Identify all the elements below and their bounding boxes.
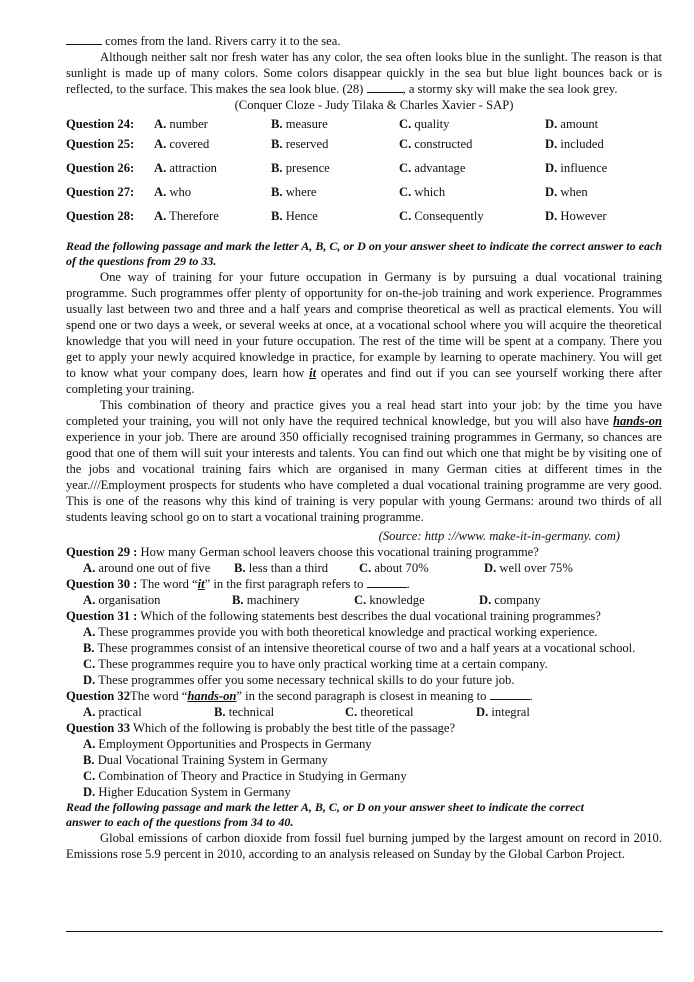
option-b[interactable] — [271, 182, 399, 206]
option-text: when — [557, 185, 588, 199]
paragraph-text: operates and find out if you can see yourself working there after completing your training. — [66, 366, 662, 396]
option-text: amount — [557, 117, 599, 131]
option-b[interactable] — [232, 592, 354, 608]
question-30 — [66, 576, 662, 592]
option-c[interactable] — [399, 134, 545, 158]
option-c[interactable] — [399, 158, 545, 182]
question-label: Question 29 : — [66, 545, 138, 559]
option-a[interactable] — [83, 704, 214, 720]
option-letter: B. — [271, 117, 283, 131]
option-text: constructed — [411, 137, 473, 151]
option-text: Consequently — [411, 209, 484, 223]
option-text: These programmes consist of an intensive theoretical course of two and a half years at a vocational school. — [94, 641, 636, 655]
option-d[interactable] — [66, 672, 662, 688]
option-letter: A. — [154, 185, 167, 199]
question-30-options — [66, 592, 662, 608]
referenced-word: it — [197, 577, 205, 591]
option-letter: C. — [399, 117, 412, 131]
option-text: less than a third — [245, 561, 329, 575]
option-d[interactable] — [476, 704, 626, 720]
option-letter: B. — [83, 753, 95, 767]
option-c[interactable] — [66, 656, 662, 672]
option-text: influence — [557, 161, 608, 175]
question-24-row — [66, 114, 662, 134]
option-letter: D. — [476, 705, 489, 719]
option-letter: A. — [154, 137, 167, 151]
option-letter: A. — [154, 117, 167, 131]
option-b[interactable] — [66, 752, 662, 768]
option-d[interactable] — [545, 182, 662, 206]
option-a[interactable] — [66, 736, 662, 752]
option-b[interactable] — [271, 134, 399, 158]
question-stem: Which of the following statements best describes the dual vocational training programmes? — [137, 609, 601, 623]
option-c[interactable] — [345, 704, 476, 720]
question-25-row — [66, 134, 662, 158]
sea-paragraph — [66, 49, 662, 97]
option-text: about 70% — [371, 561, 429, 575]
option-letter: B. — [214, 705, 226, 719]
option-text: These programmes require you to have only practical working time at a certain company. — [95, 657, 548, 671]
question-label: Question 25: — [66, 137, 135, 151]
question-stem: ” in the first paragraph refers to — [204, 577, 367, 591]
option-text: quality — [411, 117, 450, 131]
option-letter: D. — [545, 209, 558, 223]
footer-divider — [66, 931, 663, 932]
question-label: Question 31 : — [66, 609, 138, 623]
option-text: measure — [282, 117, 328, 131]
option-text: company — [491, 593, 541, 607]
option-b[interactable] — [271, 206, 399, 230]
option-text: theoretical — [357, 705, 414, 719]
question-label: Question 33 — [66, 721, 131, 735]
option-text: These programmes offer you some necessary technical skills to do your future job. — [95, 673, 515, 687]
option-text: where — [282, 185, 317, 199]
option-a[interactable] — [83, 560, 234, 576]
option-d[interactable] — [66, 784, 662, 800]
option-letter: D. — [545, 117, 558, 131]
option-d[interactable] — [545, 134, 662, 158]
answer-blank — [367, 576, 407, 588]
option-letter: D. — [545, 185, 558, 199]
instruction-29-33: Read the following passage and mark the letter A, B, C, or D on your answer sheet to indicate the correct answer to each of the questions from 29 to 33. — [66, 239, 662, 268]
question-stem: How many German school leavers choose this vocational training programme? — [137, 545, 539, 559]
option-text: organisation — [95, 593, 161, 607]
option-letter: B. — [271, 209, 283, 223]
question-27-row — [66, 182, 662, 206]
highlighted-word-it: it — [309, 366, 317, 380]
option-d[interactable] — [545, 206, 662, 230]
option-text: Hence — [282, 209, 318, 223]
question-29 — [66, 544, 662, 560]
question-label: Question 27: — [66, 185, 135, 199]
option-letter: A. — [154, 209, 167, 223]
question-label: Question 32 — [66, 689, 131, 703]
option-letter: D. — [484, 561, 497, 575]
option-c[interactable] — [399, 182, 545, 206]
option-text: reserved — [282, 137, 329, 151]
option-text: knowledge — [366, 593, 425, 607]
option-text: advantage — [411, 161, 466, 175]
germany-paragraph-1 — [66, 269, 662, 397]
paragraph-text: This combination of theory and practice gives you a real head start into your job: by the time you have completed your training, you will not only have the required technical knowledge, but you will also have — [66, 398, 662, 428]
period: . — [529, 689, 533, 703]
option-b[interactable] — [234, 560, 359, 576]
question-label: Question 30 : — [66, 577, 138, 591]
option-letter: C. — [345, 705, 358, 719]
option-a[interactable] — [83, 592, 232, 608]
option-letter: A. — [83, 705, 96, 719]
option-letter: A. — [83, 561, 96, 575]
option-letter: B. — [232, 593, 244, 607]
option-c[interactable] — [399, 206, 545, 230]
option-d[interactable] — [545, 158, 662, 182]
option-letter: D. — [83, 673, 96, 687]
option-letter: C. — [399, 185, 412, 199]
question-label: Question 24: — [66, 117, 135, 131]
option-c[interactable] — [66, 768, 662, 784]
option-text: covered — [166, 137, 210, 151]
option-letter: A. — [83, 593, 96, 607]
option-letter: A. — [83, 625, 96, 639]
option-c[interactable] — [354, 592, 479, 608]
cloze-questions — [66, 114, 662, 230]
option-letter: A. — [83, 737, 96, 751]
option-text: Higher Education System in Germany — [95, 785, 291, 799]
instruction-line: answer to each of the questions from 34 to 40. — [66, 815, 294, 829]
option-text: Combination of Theory and Practice in Studying in Germany — [95, 769, 407, 783]
option-text: Therefore — [166, 209, 219, 223]
question-26-row — [66, 158, 662, 182]
option-letter: B. — [271, 185, 283, 199]
option-b[interactable] — [66, 640, 662, 656]
option-letter: C. — [359, 561, 372, 575]
option-a[interactable] — [154, 206, 271, 230]
option-letter: B. — [234, 561, 246, 575]
passage-source: (Source: http ://www. make-it-in-germany. com) — [378, 529, 620, 543]
option-text: number — [166, 117, 208, 131]
option-b[interactable] — [271, 114, 399, 134]
option-text: around one out of five — [95, 561, 211, 575]
answer-blank — [66, 33, 102, 45]
question-stem: The word “ — [137, 577, 198, 591]
fragment-text: comes from the land. Rivers carry it to the sea. — [102, 34, 341, 48]
blank-28 — [367, 81, 403, 93]
option-d[interactable] — [484, 560, 634, 576]
option-text: machinery — [243, 593, 300, 607]
option-text: However — [557, 209, 607, 223]
option-text: practical — [95, 705, 142, 719]
question-stem: Which of the following is probably the best title of the passage? — [130, 721, 456, 735]
option-letter: D. — [83, 785, 96, 799]
option-d[interactable] — [479, 592, 629, 608]
option-text: presence — [282, 161, 330, 175]
option-letter: D. — [545, 161, 558, 175]
question-33 — [66, 720, 662, 736]
option-text: included — [557, 137, 604, 151]
answer-blank — [490, 688, 530, 700]
referenced-word: hands-on — [187, 689, 237, 703]
option-letter: B. — [271, 161, 283, 175]
option-a[interactable] — [154, 182, 271, 206]
option-letter: C. — [399, 137, 412, 151]
question-29-options — [66, 560, 662, 576]
option-text: attraction — [166, 161, 217, 175]
carbon-paragraph: Global emissions of carbon dioxide from fossil fuel burning jumped by the largest amount on record in 2010. Emissions rose 5.9 percent in 2010, according to an analysis released on Sunday by the Global Carbon Project. — [66, 831, 662, 861]
passage-fragment-line — [66, 33, 662, 49]
option-text: Dual Vocational Training System in Germany — [94, 753, 328, 767]
option-a[interactable] — [154, 114, 271, 134]
option-letter: C. — [83, 769, 96, 783]
option-b[interactable] — [271, 158, 399, 182]
question-stem: ” in the second paragraph is closest in meaning to — [236, 689, 490, 703]
option-text: Employment Opportunities and Prospects in Germany — [95, 737, 372, 751]
option-text: These programmes provide you with both theoretical knowledge and practical working experience. — [95, 625, 598, 639]
question-32-options — [66, 704, 662, 720]
option-a[interactable] — [66, 624, 662, 640]
question-28-row — [66, 206, 662, 230]
option-text: who — [166, 185, 192, 199]
option-letter: D. — [479, 593, 492, 607]
cloze-source: (Conquer Cloze - Judy Tilaka & Charles Xavier - SAP) — [234, 98, 514, 112]
paragraph-text: One way of training for your future occupation in Germany is by pursuing a dual vocational training programme. Such programmes offer plenty of opportunity for on-the-job training and work experience. Programmes usually last between two and three and a half years and comprise theoretical as well as practical elements. You will spend one or two days a week, or several weeks at once, at a vocational school where you will acquire the theoretical knowledge that you will need in your future occupation. The rest of the time will be spent at a company. There you get to apply your newly acquired knowledge in practice, for example by learning to operate machinery. You will get to know what your company does, learn how — [66, 270, 662, 380]
germany-paragraph-2 — [66, 397, 662, 525]
option-text: integral — [488, 705, 530, 719]
option-letter: B. — [271, 137, 283, 151]
paragraph-text: experience in your job. There are around 350 officially recognised training programmes in Germany, so chances are good that one of them will suit your interests and talents. You can find out which one that might be by visiting one of the jobs and vocational training fairs which are organised in many German cities at different times in the year.///Employment prospects for students who have completed a dual vocational training programme are very good. This is one of the reasons why this kind of training is very popular with young Germans: around two thirds of all students leaving school go on to start a vocational training programme. — [66, 430, 662, 524]
question-label: Question 26: — [66, 161, 135, 175]
highlighted-word-hands-on: hands-on — [613, 414, 662, 428]
option-letter: C. — [83, 657, 96, 671]
instruction-line: Read the following passage and mark the letter A, B, C, or D on your answer sheet to indicate the correct — [66, 800, 584, 814]
document-page — [66, 33, 662, 862]
option-text: technical — [225, 705, 275, 719]
instruction-34-40 — [66, 800, 662, 830]
option-c[interactable] — [359, 560, 484, 576]
option-letter: C. — [354, 593, 367, 607]
option-a[interactable] — [154, 158, 271, 182]
sea-text: Although neither salt nor fresh water has any color, the sea often looks blue in the sunlight. The reason is that sunlight is made up of many colors. Some colors disappear quickly in the sea but blue light bounces back or is reflected, to the surface. This makes the sea look blue. (28) — [66, 50, 662, 96]
option-c[interactable] — [399, 114, 545, 134]
option-letter: D. — [545, 137, 558, 151]
period: . — [406, 577, 410, 591]
question-stem: The word “ — [130, 689, 188, 703]
option-text: which — [411, 185, 446, 199]
option-letter: B. — [83, 641, 95, 655]
option-a[interactable] — [154, 134, 271, 158]
option-text: well over 75% — [496, 561, 573, 575]
option-letter: C. — [399, 209, 412, 223]
question-31 — [66, 608, 662, 624]
option-d[interactable] — [545, 114, 662, 134]
option-b[interactable] — [214, 704, 345, 720]
question-label: Question 28: — [66, 209, 135, 223]
sea-text-end: , a stormy sky will make the sea look grey. — [402, 82, 618, 96]
question-32 — [66, 688, 662, 704]
option-letter: C. — [399, 161, 412, 175]
option-letter: A. — [154, 161, 167, 175]
